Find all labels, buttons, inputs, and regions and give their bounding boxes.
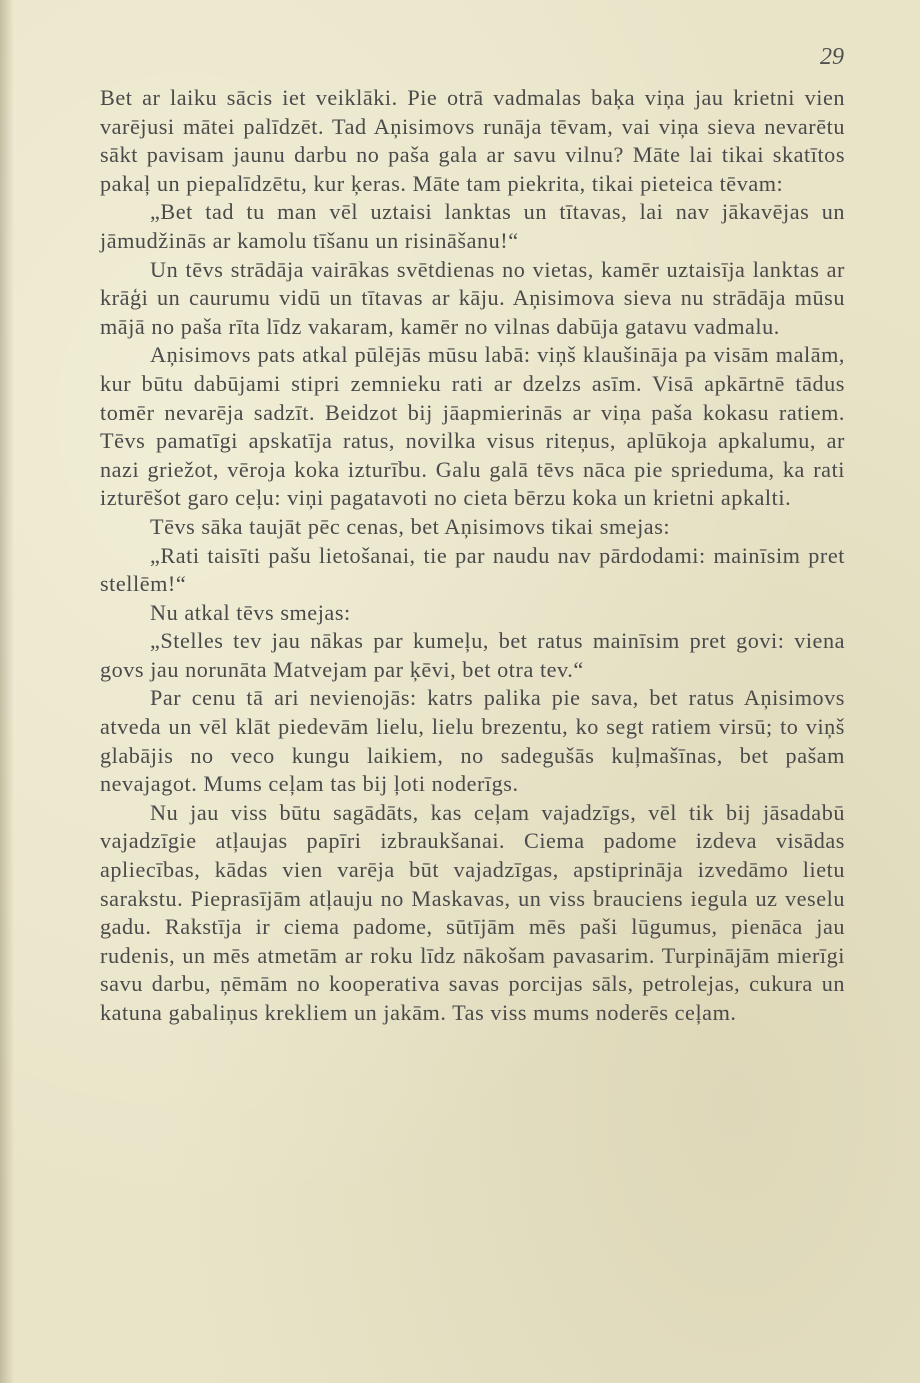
paragraph: „Stelles tev jau nākas par kumeļu, bet ratus mainīsim pret govi: viena govs jau norunāta Matvejam par ķēvi, bet otra tev.“: [100, 628, 845, 682]
paragraph: Aņisimovs pats atkal pūlējās mūsu labā: viņš klaušināja pa visām malām, kur būtu dabūjami stipri zemnieku rati ar dzelzs asīm. Visā apkārtnē tādus tomēr nevarēja sadzīt. Beidzot bij jāapmierinās ar viņa paša kokasu ratiem. Tēvs pamatīgi apskatīja ratus, novilka visus riteņus, aplūkoja apkalumu, ar nazi griežot, vēroja koka izturību. Galu galā tēvs nāca pie sprieduma, ka rati izturēšot garo ceļu: viņi pagatavoti no cieta bērzu koka un krietni apkalti.: [100, 342, 845, 511]
paragraph: Bet ar laiku sācis iet veiklāki. Pie otrā vadmalas baķa viņa jau krietni vien varējusi mātei palīdzēt. Tad Aņisimovs runāja tēvam, vai viņa sieva nevarētu sākt pavisam jaunu darbu no paša gala ar savu vilnu? Māte lai tikai skatītos pakaļ un piepalīdzētu, kur ķeras. Māte tam piekrita, tikai pieteica tēvam:: [100, 85, 845, 196]
page-number: 29: [820, 44, 844, 70]
paragraph: Tēvs sāka taujāt pēc cenas, bet Aņisimovs tikai smejas:: [150, 513, 671, 539]
paragraph: Par cenu tā ari nevienojās: katrs palika pie sava, bet ratus Aņisimovs atveda un vēl klāt piedevām lielu, lielu brezentu, ko segt ratiem virsū; to viņš glabājis no veco kungu laikiem, no sadegušās kuļmašīnas, bet pašam nevajagot. Mums ceļam tas bij ļoti noderīgs.: [100, 685, 845, 797]
paragraph: „Bet tad tu man vēl uztaisi lanktas un tītavas, lai nav jākavējas un jāmudžinās ar kamolu tīšanu un risināšanu!“: [100, 199, 845, 253]
body-text: [100, 84, 845, 1028]
paragraph: Nu jau viss būtu sagādāts, kas ceļam vajadzīgs, vēl tik bij jāsadabū vajadzīgie atļaujas papīri izbraukšanai. Ciema padome izdeva visādas apliecības, kādas vien varēja būt vajadzīgas, apstiprināja izvedāmo lietu sarakstu. Pieprasījām atļauju no Maskavas, un viss brauciens iegula uz veselu gadu. Rakstīja ir ciema padome, sūtījām mēs paši lūgumus, pienāca jau rudenis, un mēs atmetām ar roku līdz nākošam pavasarim. Turpinājām mierīgi savu darbu, ņēmām no kooperativa savas porcijas sāls, petrolejas, cukura un katuna gabaliņus krekliem un jakām. Tas viss mums noderēs ceļam.: [100, 799, 845, 1025]
paragraph: Un tēvs strādāja vairākas svētdienas no vietas, kamēr uztaisīja lanktas ar krāģi un caurumu vidū un tītavas ar kāju. Aņisimova sieva nu strādāja mūsu mājā no paša rīta līdz vakaram, kamēr no vilnas dabūja gatavu vadmalu.: [100, 256, 845, 339]
paragraph: „Rati taisīti pašu lietošanai, tie par naudu nav pārdodami: mainīsim pret stellēm!“: [100, 542, 845, 597]
page-edge-shadow: [0, 0, 14, 1383]
paragraph: Nu atkal tēvs smejas:: [150, 599, 351, 625]
